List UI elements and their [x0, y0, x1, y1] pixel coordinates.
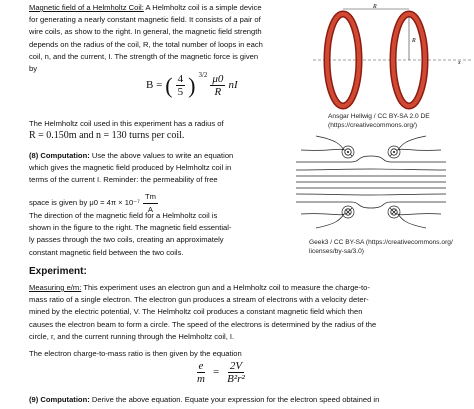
measuring-line: causes the electron beam to form a circle. The speed of the electrons is determined by the radius of the — [29, 319, 377, 329]
figure1-caption-line: Ansgar Hellwig / CC BY-SA 2.0 DE — [328, 113, 430, 120]
figure2-caption — [309, 238, 453, 256]
formula-b-mu-fraction: $\frac{\mu 0}{R}$ — [212, 73, 224, 98]
formula-em-lhs: $\frac{e}{m}$ — [197, 360, 205, 385]
field-lines-figure — [296, 132, 446, 232]
q8-line: terms of the current I. Reminder: the permeability of free — [29, 175, 218, 185]
ratio-line: The electron charge-to-mass ratio is then given by the equation — [29, 349, 242, 358]
direction-line: shown in the figure to the right. The magnetic field essential- — [29, 223, 232, 233]
q9-paragraph — [29, 394, 379, 406]
intro-title: Magnetic field of a Helmholtz Coil: — [29, 3, 144, 12]
figure2-caption-line: licenses/by-sa/3.0) — [309, 248, 364, 255]
figure1-caption — [328, 112, 430, 130]
intro-line: for generating a nearly constant magnetic field. It consists of a pair of — [29, 15, 261, 25]
direction-line: constant magnetic field between the two coils. — [29, 247, 184, 257]
direction-paragraph — [29, 210, 231, 259]
intro-line: A Helmholtz coil is a simple device — [143, 3, 262, 12]
intro-line: wire coils, as show to the right. In general, the magnetic field strength — [29, 27, 262, 37]
helmholtz-coil-figure — [313, 2, 473, 112]
measuring-paragraph — [29, 282, 376, 343]
measuring-line: circle, r, and the current running through the Helmholtz coil, I. — [29, 331, 235, 341]
q8-paragraph — [29, 150, 233, 216]
q8-line: Use the above values to write an equation — [89, 151, 234, 160]
q8-unit-fraction: $\frac{Tm}{A}$ — [144, 191, 156, 214]
formula-b: B = ( $\frac{4}{5}$ ) $^{3/2}$ $\frac{\mu 0}{R}$ nI — [146, 71, 238, 98]
formula-em-rhs: $\frac{2V}{\text{B²r²}}$ — [227, 360, 245, 385]
q9-label: (9) Computation: — [29, 395, 90, 404]
coil-params-line: The Helmholtz coil used in this experiment has a radius of — [29, 119, 224, 128]
formula-b-exponent: 3/2 — [198, 71, 208, 80]
field-lines — [296, 136, 446, 228]
formula-em-equals: = — [212, 366, 220, 379]
q9-text: Derive the above equation. Equate your expression for the electron speed obtained in — [89, 395, 380, 404]
formula-em — [195, 360, 247, 385]
experiment-heading: Experiment: — [29, 266, 87, 277]
formula-b-fraction: $\frac{4}{5}$ — [177, 73, 184, 98]
r-label-side: R — [412, 38, 416, 44]
intro-line: depends on the radius of the coil, R, the total number of loops in each — [29, 39, 263, 49]
direction-line: ly passes through the two coils, creating an approximately — [29, 235, 224, 245]
formula-b-tail: nI — [228, 79, 238, 92]
q8-line: space is given by μ0 = 4π × 10⁻⁷ — [29, 198, 140, 207]
r-label-top: R — [373, 4, 377, 10]
intro-line: by — [29, 64, 38, 74]
q8-line: which gives the magnetic field produced by Helmholtz coil in — [29, 163, 232, 173]
coil-params-line: R = 0.150m and n = 130 turns per coil. — [29, 130, 185, 142]
direction-line: The direction of the magnetic field for a Helmholtz coil is — [29, 211, 218, 220]
figure2-caption-line: Geek3 / CC BY-SA (https://creativecommons.org/ — [309, 239, 453, 246]
measuring-line: This experiment uses an electron gun and a Helmholtz coil to measure the charge-to- — [81, 283, 370, 292]
intro-paragraph — [29, 2, 263, 75]
formula-b-lhs: B = — [146, 79, 163, 92]
measuring-line: mined by the electric potential, V. The Helmholtz coil produces a constant magnetic field which then — [29, 307, 363, 317]
intro-line: coil, n, and the current, I. The strength of the magnetic force is given — [29, 51, 259, 61]
q8-label: (8) Computation: — [29, 151, 90, 160]
x-axis-label: x — [458, 60, 461, 66]
measuring-label: Measuring e/m: — [29, 283, 82, 292]
coil-params — [29, 118, 224, 142]
measuring-line: mass ratio of a single electron. The electron gun produces a stream of electrons with a velocity deter- — [29, 295, 369, 305]
figure1-caption-line: (https://creativecommons.org/) — [328, 122, 418, 129]
